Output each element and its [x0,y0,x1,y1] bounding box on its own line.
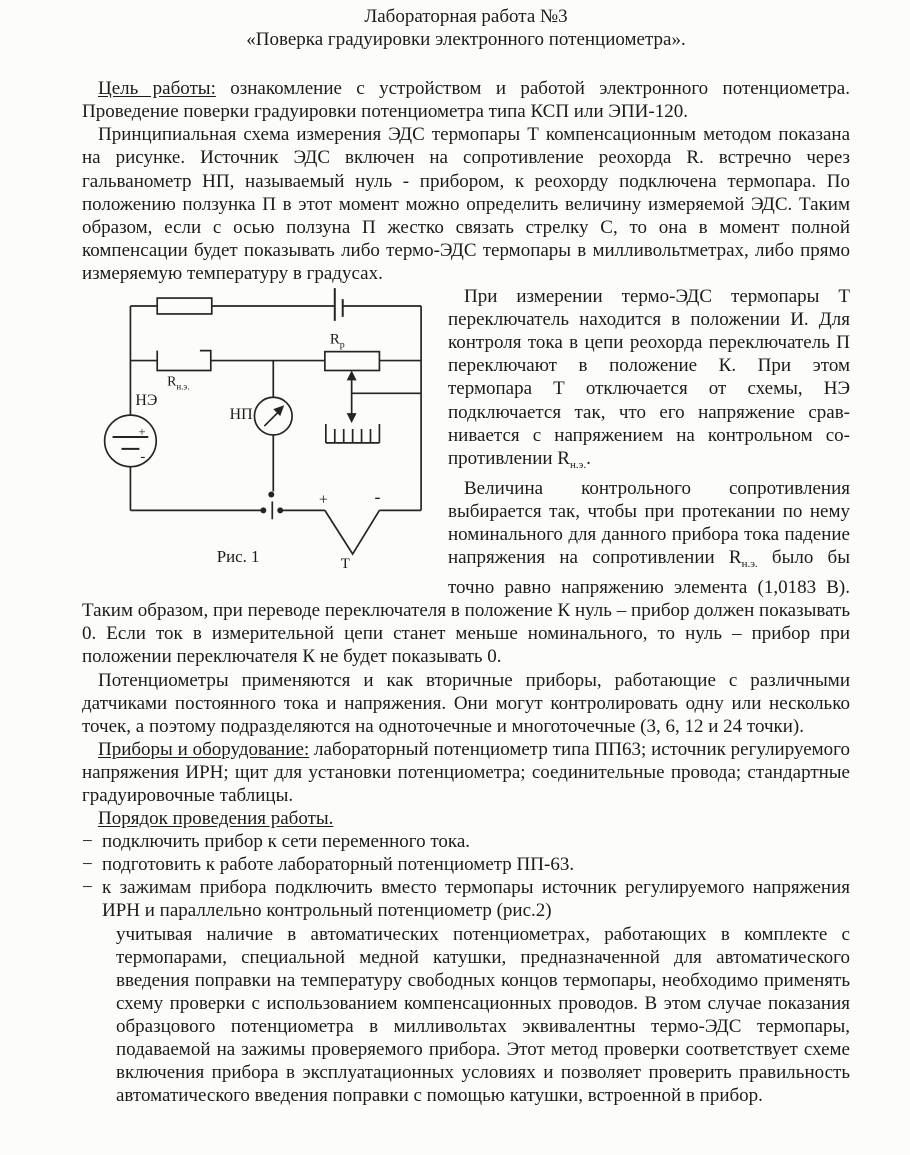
page-subtitle: «Поверка градуировки электронного потенциометра». [246,29,686,51]
measure-text: При измерении термо-ЭДС термопары Т переключатель находится в положении И. Для контроля тока в цепи реохорда переключатель П переключают в положение К. При этом термопара Т отключается от схемы, НЭ подключается так, что его напряжение сравнивается с напряжением на контрольном сопротивлении [448,286,850,469]
battery-icon [335,288,343,321]
circuit-diagram [60,287,432,575]
procedure-list [82,830,850,922]
label-reochord: $R_р$ [329,331,345,351]
bullet-dash: − [82,854,93,876]
equipment-heading: Приборы и оборудование: [98,738,310,760]
r-subscript: н.э. [569,458,587,471]
label-cell-plus: + [138,424,146,439]
label-thermocouple: Т [340,555,350,572]
figure-circuit [60,287,432,575]
normal-cell-icon [105,415,157,467]
list-item: − подготовить к работе лабораторный потенциометр ПП-63. [82,854,575,876]
label-cell: НЭ [135,392,158,410]
list-item: − к зажимам прибора подключить вместо термопары источник регулируемого напряжения ИРН и параллельно контрольный потенциометр (рис.2) [82,877,850,922]
control-resistor [157,351,211,371]
order-heading: Порядок проведения работы. [98,808,334,830]
circuit-labels [135,332,380,572]
switch-dot-right [277,507,283,513]
reochord-resistor [325,352,380,371]
figure-caption: Рис. 1 [216,546,260,566]
bullet-dash: − [82,831,93,853]
label-tc-minus: - [374,486,381,507]
paragraph-secondary: Потенциометры применяются и как вторичные приборы, работающие с различными датчиками постоянного тока и напряжения. Они могут контролировать одну или несколько точек, а поэтому подразделяются на одноточечные и многоточечные (3, 6, 12 и 24 точки). [82,669,850,737]
control-text: Величина контрольного сопротивления выбирается так, чтобы при протекании по нему номинального для данного прибора тока падение напряжения на сопротивлении [448,477,850,569]
label-cell-minus: - [140,448,146,465]
order-heading-line [82,807,850,830]
paragraph-scheme: Принципиальная схема измерения ЭДС термопары Т компенсационным методом показана на рисунке. Источник ЭДС включен на сопротивление реохорда R. встречно через гальванометр НП, называемый нуль - прибором, к реохорду подключена термопара. По положению ползунка П в этот момент можно определить величину измеряемой ЭДС. Таким образом, если с осью ползуна П жестко связать стрелку С, то она в момент полной компенсации будет показывать либо термо-ЭДС термопары в милливольтметрах, либо прямо измеряемую температуру в градусах. [82,124,850,284]
goal-heading: Цель работы: [98,78,216,100]
label-tc-plus: + [318,491,328,509]
label-control-resistor: $R_{н.э.}$ [167,374,190,392]
r-symbol: R [557,447,570,469]
switch-dot-top [268,492,274,498]
circuit-solids [260,371,356,514]
paragraph-measure: При измерении термо-ЭДС термопары Т переключатель находится в положении И. Для контроля тока в цепи реохорда переключатель П переключают в положение К. При этом термопара Т отключается от схемы, НЭ подключается так, что его напряжение сравнивается с напряжением на контрольном сопротивлении $R_{н.э.}$. [448,286,850,471]
list-item: − подключить прибор к сети переменного тока. [82,831,471,853]
slider-arrowhead-down [347,413,357,423]
label-null-instrument: НП [229,406,253,424]
goal-text: ознакомление с устройством и работой электронного потенциометра. Проведение поверки градуировки потенциометра типа КСП или ЭПИ-120. [82,78,850,123]
paragraph-equipment [82,738,850,807]
thermocouple [325,510,380,554]
paragraph-goal [82,77,850,123]
page-title: Лабораторная работа №3 [364,6,568,27]
equipment-text: лабораторный потенциометр типа ПП63; источник регулируемого напряжения ИРН; щит для установки потенциометра; соединительные провода; стандартные градуировочные таблицы. [82,738,850,806]
control-r-subscript: н.э. [741,558,758,571]
scale-comb [326,424,380,443]
switch-dot-left [260,507,266,513]
circuit-wires [105,288,421,554]
control-r-symbol: R [728,547,742,569]
bullet-dash: − [82,877,93,899]
title-block [82,5,850,51]
slider-arrowhead-up [347,371,357,381]
paragraph-control: Величина контрольного сопротивления выбирается так, чтобы при протекании по нему номинального для данного прибора тока падение напряжения на сопротивлении $R_{н.э.}$ было бы точно равно напряжению элемента (1,0183 В). Таким образом, при переводе переключателя в положение К нуль – прибор должен показывать 0. Если ток в измерительной цепи станет меньше номинального, то нуль – прибор при положении переключателя К не будет показывать 0. [82,477,850,668]
paragraph-note: учитывая наличие в автоматических потенциометрах, работающих в комплекте с термопарами, специальной медной катушки, предназначенной для автоматического введения поправки на температуру свободных концов термопары, необходимо применять схему проверки с использованием компенсационных проводов. В этом случае показания образцового потенциометра в милливольтах эквивалентны термо-ЭДС термопары, подаваемой на зажимы проверяемого прибора. Этот метод проверки соответствует схеме включения прибора в эксплуатационных условиях и позволяет проверить правильность автоматического введения поправки с помощью катушки, встроенной в прибор. [116,923,850,1107]
resistor-top [157,298,212,314]
